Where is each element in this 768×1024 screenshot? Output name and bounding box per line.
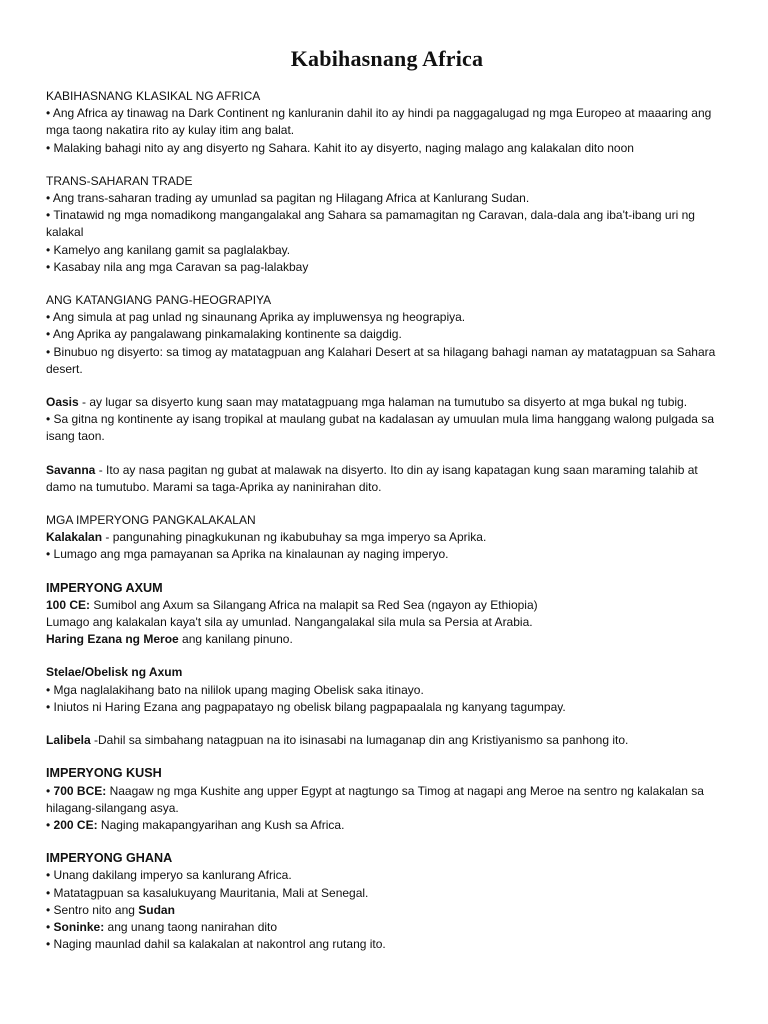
section-imperyong-axum: [46, 580, 728, 649]
section-oasis: [46, 394, 728, 446]
term: Sudan: [138, 902, 175, 917]
definition-text: Naagaw ng mga Kushite ang upper Egypt at nagtungo sa Timog at nagapi ang Meroe na sentro ng kalakalan sa hilagang-silangang asya.: [46, 783, 704, 815]
term: Haring Ezana ng Meroe: [46, 632, 179, 647]
definition-text: Sumibol ang Axum sa Silangang Africa na malapit sa Red Sea (ngayon ay Ethiopia): [90, 597, 538, 612]
definition-line: [46, 394, 728, 411]
section-heading: KABIHASNANG KLASIKAL NG AFRICA: [46, 89, 261, 103]
section-trans-saharan-trade: [46, 173, 728, 276]
section-lalibela: [46, 732, 728, 749]
section-heading: IMPERYONG KUSH: [46, 766, 162, 781]
bullet-item: [46, 902, 728, 919]
section-katangiang-heograpiya: [46, 292, 728, 378]
section-kabihasnang-klasikal: [46, 88, 728, 157]
bullet-text: • Sentro nito ang: [46, 902, 139, 917]
bullet-item: • Kasabay nila ang mga Caravan sa pag-lalakbay: [46, 259, 309, 274]
section-heading: Stelae/Obelisk ng Axum: [46, 665, 183, 680]
definition-text: -Dahil sa simbahang natagpuan na ito isinasabi na lumaganap din ang Kristiyanismo sa panhong ito.: [90, 733, 629, 748]
bullet-item: • Mga naglalakihang bato na nililok upang maging Obelisk saka itinayo.: [46, 682, 424, 697]
section-heading: MGA IMPERYONG PANGKALAKALAN: [46, 513, 256, 528]
definition-text: Naging makapangyarihan ang Kush sa Africa.: [97, 817, 345, 832]
section-heading: IMPERYONG AXUM: [46, 580, 163, 595]
definition-text: ang kanilang pinuno.: [178, 632, 293, 647]
bullet-item: [46, 817, 728, 834]
definition-text: - pangunahing pinagkukunan ng ikabubuhay sa mga imperyo sa Aprika.: [102, 530, 487, 545]
bullet-item: • Iniutos ni Haring Ezana ang pagpapatayo ng obelisk bilang pagpapaalala ng kanyang tagumpay.: [46, 699, 566, 714]
bullet-item: • Sa gitna ng kontinente ay isang tropikal at maulang gubat na kadalasan ay umuulan mula lima hanggang walong pulgada sa isang taon.: [46, 412, 714, 444]
bullet-item: • Ang simula at pag unlad ng sinaunang Aprika ay impluwensya ng heograpiya.: [46, 310, 466, 325]
bullet-item: • Lumago ang mga pamayanan sa Aprika na kinalaunan ay naging imperyo.: [46, 547, 449, 562]
definition-line: [46, 462, 728, 496]
term: Lalibela: [46, 733, 91, 748]
term: 100 CE:: [46, 597, 91, 612]
section-heading: IMPERYONG GHANA: [46, 851, 173, 866]
term: Kalakalan: [46, 530, 103, 545]
bullet-item: • Ang trans-saharan trading ay umunlad sa pagitan ng Hilagang Africa at Kanlurang Sudan.: [46, 191, 530, 206]
definition-text: ang unang taong nanirahan dito: [104, 919, 278, 934]
definition-line: [46, 631, 728, 648]
bullet-item: • Unang dakilang imperyo sa kanlurang Africa.: [46, 868, 292, 883]
term: 200 CE:: [53, 817, 98, 832]
definition-text: - Ito ay nasa pagitan ng gubat at malawak na disyerto. Ito din ay isang kapatagan kung saan maraming talahib at damo na tumutubo. Marami sa taga-Aprika ay naninirahan dito.: [46, 462, 698, 494]
bullet: •: [46, 817, 54, 832]
bullet-item: • Ang Aprika ay pangalawang pinkamalaking kontinente sa daigdig.: [46, 327, 402, 342]
definition-text: - ay lugar sa disyerto kung saan may matatagpuang mga halaman na tumutubo sa disyerto at mga bukal ng tubig.: [78, 395, 688, 410]
definition-line: [46, 597, 728, 614]
page-title: Kabihasnang Africa: [290, 46, 484, 71]
bullet-item: [46, 783, 728, 817]
section-heading: ANG KATANGIANG PANG-HEOGRAPIYA: [46, 293, 272, 308]
bullet-item: • Naging maunlad dahil sa kalakalan at nakontrol ang rutang ito.: [46, 937, 386, 952]
bullet-item: • Matatagpuan sa kasalukuyang Mauritania, Mali at Senegal.: [46, 885, 369, 900]
bullet: •: [46, 919, 54, 934]
bullet-item: • Kamelyo ang kanilang gamit sa paglalakbay.: [46, 242, 291, 257]
section-heading: TRANS-SAHARAN TRADE: [46, 173, 193, 188]
paragraph-line: Lumago ang kalakalan kaya't sila ay umunlad. Nangangalakal sila mula sa Persia at Arabia.: [46, 615, 533, 630]
section-imperyong-kush: [46, 765, 728, 834]
section-stelae-obelisk: [46, 664, 728, 716]
term: 700 BCE:: [53, 783, 107, 798]
term: Oasis: [46, 395, 79, 410]
bullet-item: [46, 919, 728, 936]
bullet-item: • Malaking bahagi nito ay ang disyerto ng Sahara. Kahit ito ay disyerto, naging malago ang kalakalan dito noon: [46, 140, 634, 155]
bullet-item: • Binubuo ng disyerto: sa timog ay matatagpuan ang Kalahari Desert at sa hilagang bahagi naman ay matatagpuan sa Sahara desert.: [46, 344, 716, 376]
section-imperyong-pangkalakalan: [46, 512, 728, 564]
term: Soninke:: [53, 919, 105, 934]
bullet-item: • Tinatawid ng mga nomadikong mangangalakal ang Sahara sa pamamagitan ng Caravan, dala-dala ang iba't-ibang uri ng kalakal: [46, 208, 695, 240]
definition-line: [46, 732, 728, 749]
section-imperyong-ghana: [46, 850, 728, 953]
definition-line: [46, 529, 728, 546]
bullet-item: • Ang Africa ay tinawag na Dark Continent ng kanluranin dahil ito ay hindi pa naggagalugad ng mga Europeo at maaaring ang mga taong nakatira rito ay kulay itim ang balat.: [46, 106, 712, 138]
section-savanna: [46, 462, 728, 496]
term: Savanna: [46, 462, 96, 477]
bullet: •: [46, 783, 54, 798]
